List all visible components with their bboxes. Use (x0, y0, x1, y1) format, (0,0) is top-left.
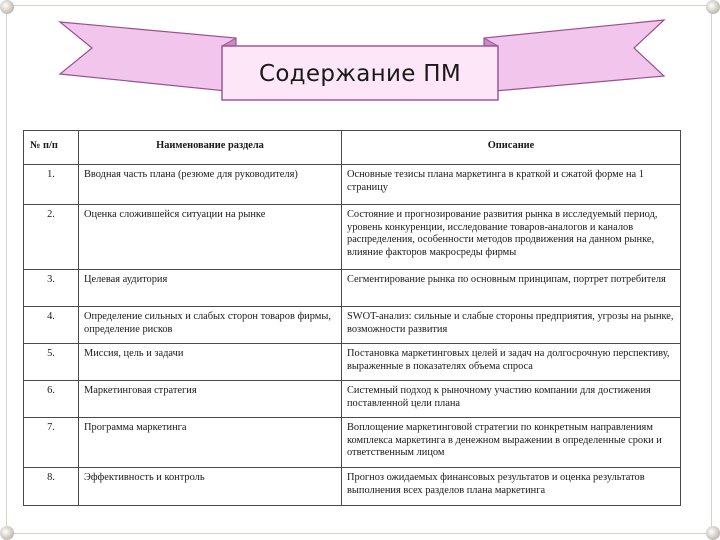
slide-title: Содержание ПМ (258, 61, 462, 87)
row-description: Постановка маркетинговых целей и задач на долгосрочную перспективу, выраженные в показателях объема спроса (342, 344, 681, 381)
row-description: Воплощение маркетинговой стратегии по конкретным направлениям комплекса маркетинга в денежном выражении в определенные сроки и ответственным лицом (342, 418, 681, 468)
row-section: Миссия, цель и задачи (79, 344, 342, 381)
row-section: Маркетинговая стратегия (79, 381, 342, 418)
table-header-row (24, 131, 681, 165)
table-row (24, 418, 681, 468)
row-section: Эффективность и контроль (79, 468, 342, 506)
row-description: Системный подход к рыночному участию компании для достижения поставленной цели плана (342, 381, 681, 418)
corner-ornament-bottom-left (0, 526, 14, 540)
row-section: Определение сильных и слабых сторон товаров фирмы, определение рисков (79, 307, 342, 344)
row-section: Вводная часть плана (резюме для руководителя) (79, 165, 342, 205)
row-section: Программа маркетинга (79, 418, 342, 468)
row-number: 7. (24, 418, 79, 468)
ribbon-right-tail (484, 20, 664, 92)
row-description: Основные тезисы плана маркетинга в краткой и сжатой форме на 1 страницу (342, 165, 681, 205)
row-description: SWOT-анализ: сильные и слабые стороны предприятия, угрозы на рынке, возможности развития (342, 307, 681, 344)
row-description: Сегментирование рынка по основным принципам, портрет потребителя (342, 270, 681, 307)
header-description: Описание (342, 131, 681, 165)
row-section: Оценка сложившейся ситуации на рынке (79, 205, 342, 270)
row-number: 3. (24, 270, 79, 307)
table-row (24, 307, 681, 344)
table-row (24, 468, 681, 506)
row-description: Состояние и прогнозирование развития рынка в исследуемый период, уровень конкуренции, исследование товаров-аналогов и каналов распределения, особенности методов продвижения на данном рынке, влияние факторов макросреды фирмы (342, 205, 681, 270)
header-section-name: Наименование раздела (79, 131, 342, 165)
contents-table (23, 130, 681, 506)
ribbon-left-tail (60, 22, 236, 92)
row-number: 1. (24, 165, 79, 205)
header-number: № п/п (24, 131, 79, 165)
table-row (24, 381, 681, 418)
row-number: 2. (24, 205, 79, 270)
row-description: Прогноз ожидаемых финансовых результатов и оценка результатов выполнения всех разделов плана маркетинга (342, 468, 681, 506)
row-number: 4. (24, 307, 79, 344)
table-row (24, 270, 681, 307)
row-section: Целевая аудитория (79, 270, 342, 307)
table-row (24, 344, 681, 381)
row-number: 5. (24, 344, 79, 381)
corner-ornament-bottom-right (706, 526, 720, 540)
row-number: 6. (24, 381, 79, 418)
row-number: 8. (24, 468, 79, 506)
table-row (24, 165, 681, 205)
table-row (24, 205, 681, 270)
